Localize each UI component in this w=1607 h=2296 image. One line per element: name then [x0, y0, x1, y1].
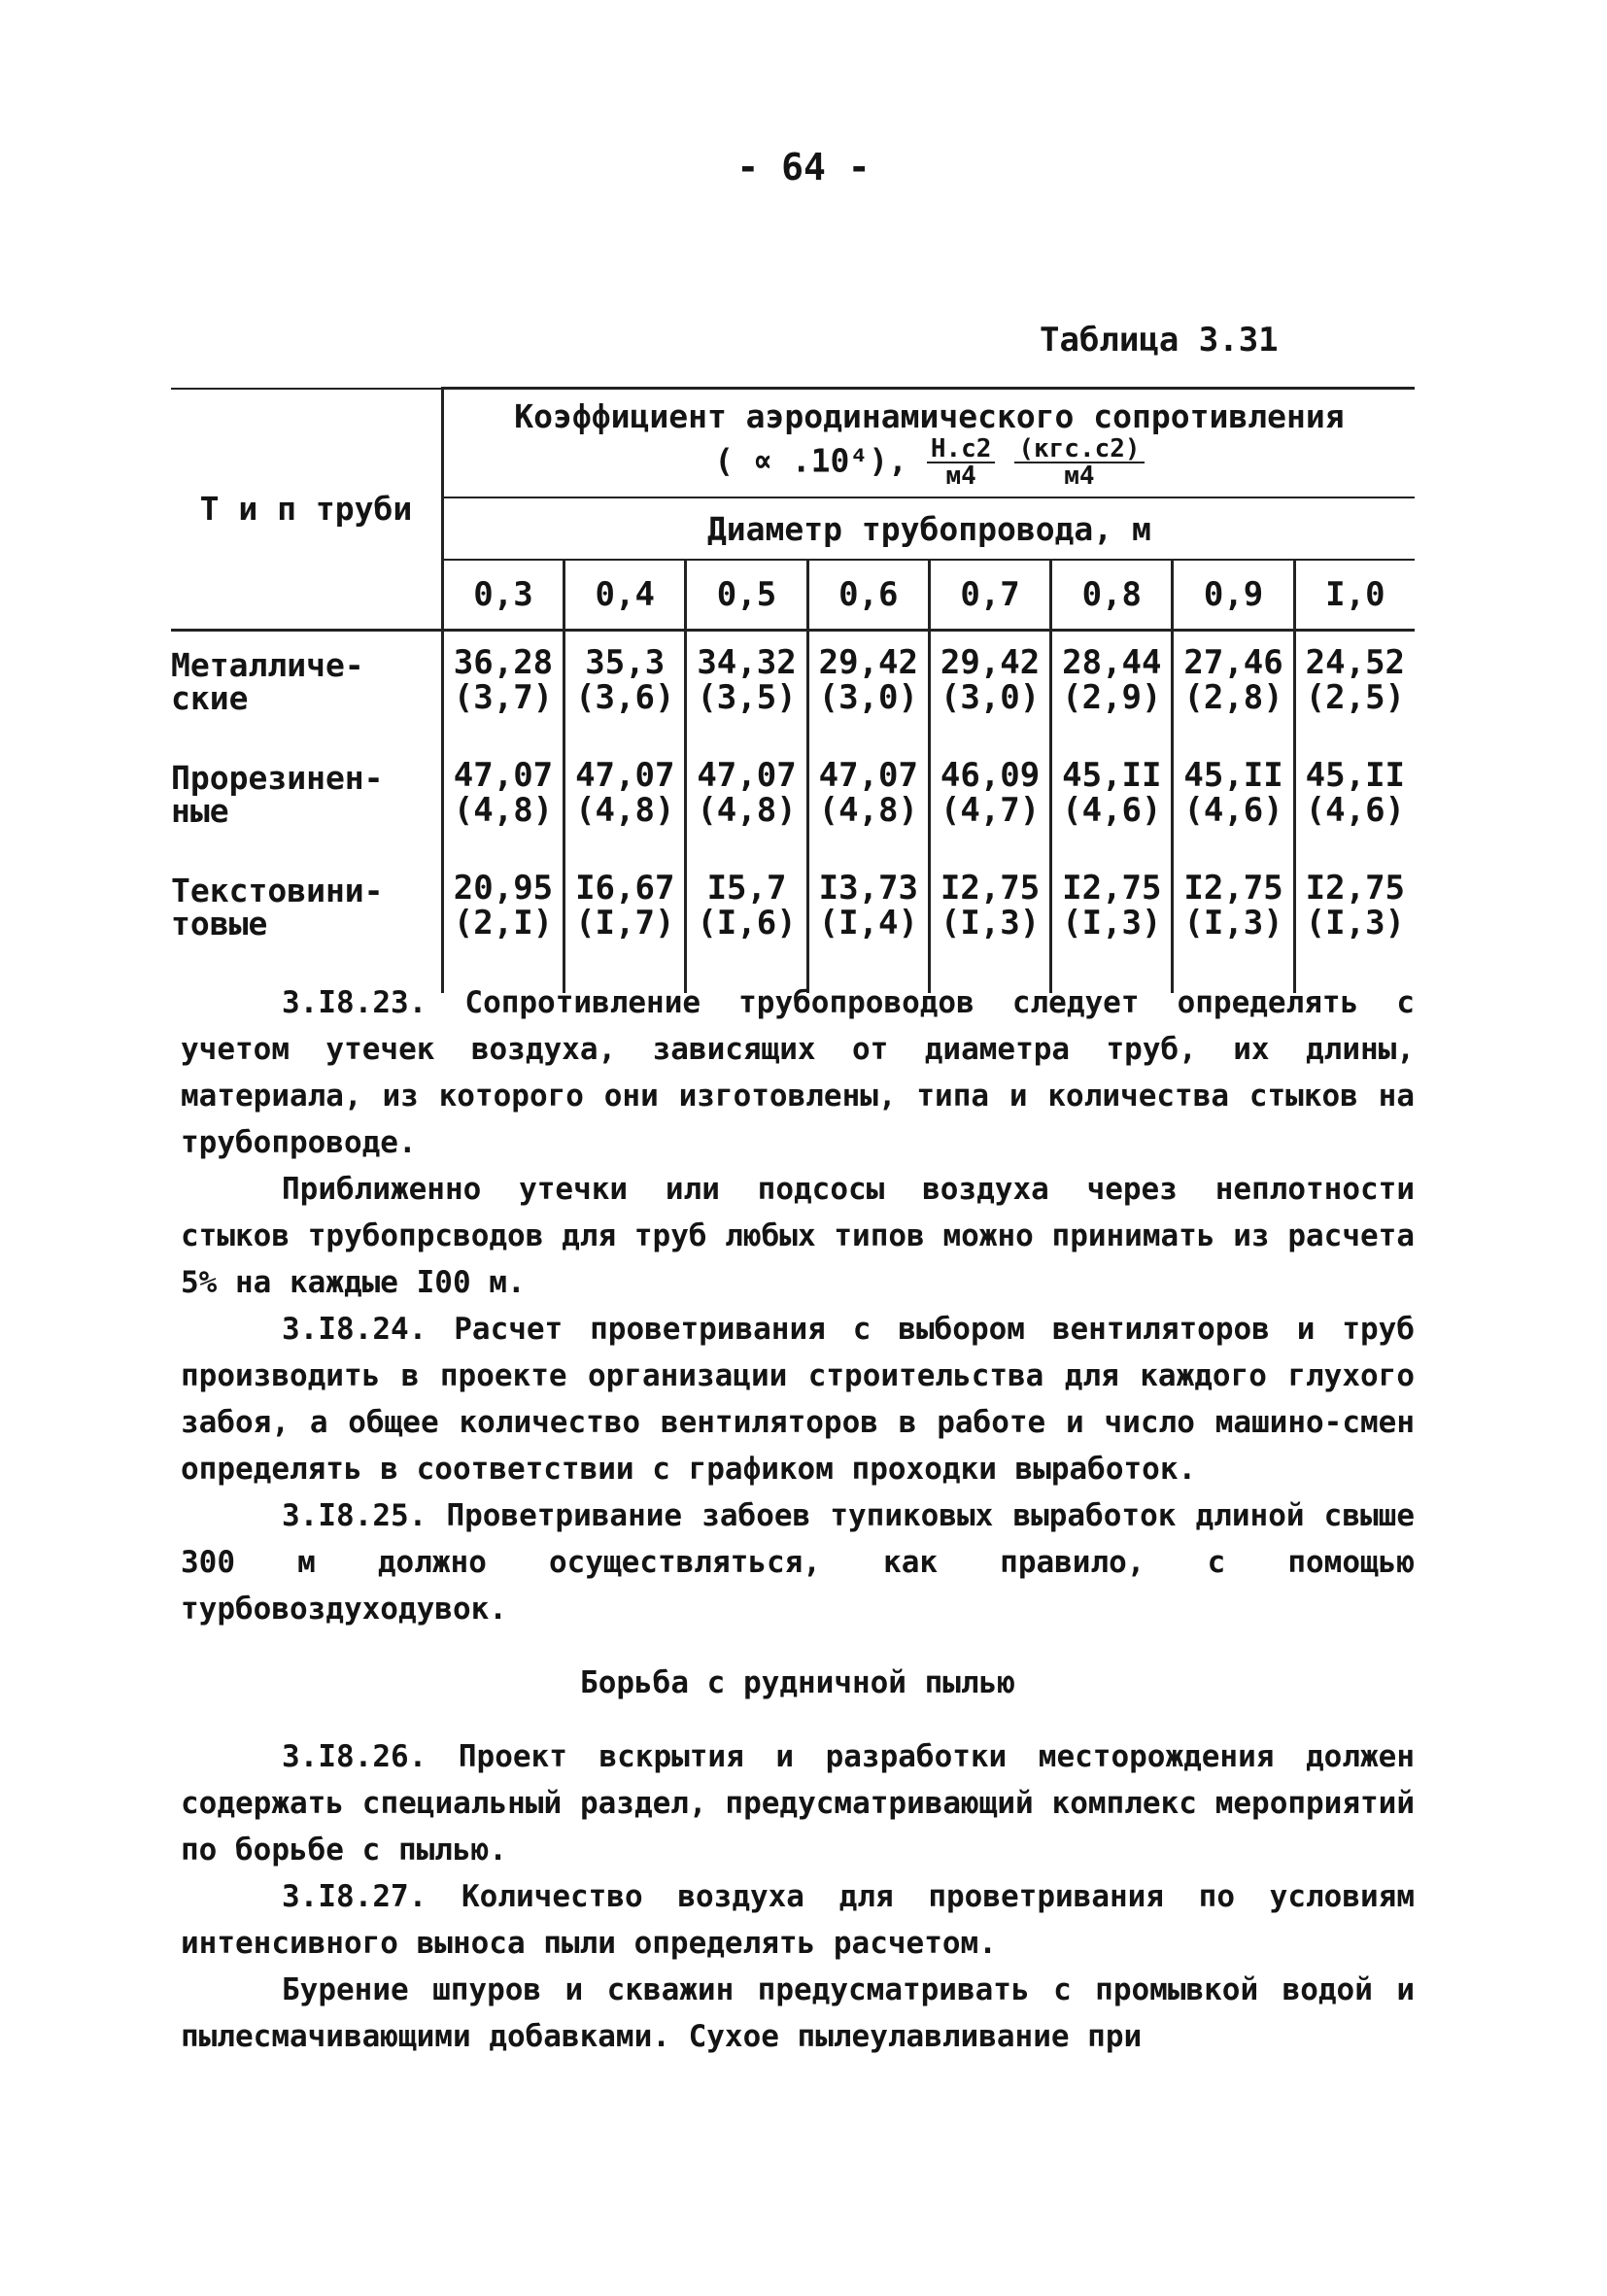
- value-kgf: (4,8): [818, 791, 918, 830]
- value-kgf: (4,7): [940, 791, 1041, 830]
- value-si: 47,07: [818, 756, 918, 795]
- value-kgf: (2,5): [1305, 678, 1406, 717]
- value-kgf: (2,8): [1183, 678, 1283, 717]
- body-text: [181, 979, 1415, 2060]
- table-row-rubberized: [171, 744, 1415, 857]
- value-si: 35,3: [585, 643, 666, 682]
- value-cell: [1294, 631, 1415, 745]
- value-si: 24,52: [1305, 643, 1406, 682]
- row-label: Металличе-ские: [171, 631, 442, 745]
- value-cell: [686, 631, 807, 745]
- value-cell: [442, 857, 564, 993]
- value-cell: [807, 744, 929, 857]
- diameter-cell: 0,8: [1051, 560, 1173, 631]
- unit-si-denominator: м4: [945, 462, 976, 491]
- coefficient-header-units: [444, 436, 1415, 489]
- value-kgf: (3,7): [453, 678, 554, 717]
- diameter-cell: 0,4: [564, 560, 686, 631]
- value-si: I2,75: [940, 869, 1041, 908]
- value-kgf: (4,8): [697, 791, 797, 830]
- value-kgf: (3,6): [575, 678, 675, 717]
- value-cell: [807, 631, 929, 745]
- value-si: 27,46: [1183, 643, 1283, 682]
- value-cell: [1294, 744, 1415, 857]
- value-cell: [1173, 744, 1294, 857]
- value-si: 46,09: [940, 756, 1041, 795]
- value-si: I3,73: [818, 869, 918, 908]
- value-si: 45,II: [1062, 756, 1162, 795]
- diameter-cell: 0,3: [442, 560, 564, 631]
- value-cell: [686, 744, 807, 857]
- value-si: 47,07: [575, 756, 675, 795]
- unit-kgf-fraction: [1014, 436, 1144, 489]
- value-cell: [929, 744, 1050, 857]
- value-si: I2,75: [1062, 869, 1162, 908]
- value-si: 34,32: [697, 643, 797, 682]
- value-cell: [564, 744, 686, 857]
- value-cell: [686, 857, 807, 993]
- value-kgf: (4,6): [1183, 791, 1283, 830]
- diameter-cell: 0,6: [807, 560, 929, 631]
- paragraph-3-18-24: 3.I8.24. Расчет проветривания с выбором вентиляторов и труб производить в проекте организации строительства для каждого глухого забоя, а общее количество вентиляторов в работе и число машино-смен определять в соответствии с графиком проходки выработок.: [181, 1312, 1415, 1487]
- unit-kgf-numerator: (кгс.с2): [1014, 436, 1144, 463]
- diameter-cell: 0,7: [929, 560, 1050, 631]
- value-kgf: (3,0): [818, 678, 918, 717]
- value-cell: [929, 631, 1050, 745]
- value-kgf: (I,3): [940, 904, 1041, 942]
- value-cell: [929, 857, 1050, 993]
- value-cell: [442, 631, 564, 745]
- value-cell: [1051, 631, 1173, 745]
- row-label: Текстовини-товые: [171, 857, 442, 993]
- unit-si-fraction: [927, 436, 996, 489]
- paragraph-leakage: Приближенно утечки или подсосы воздуха через неплотности стыков трубопрсводов для труб любых типов можно принимать из расчета 5% на каждые I00 м.: [181, 1172, 1415, 1300]
- value-kgf: (2,I): [453, 904, 554, 942]
- value-si: 36,28: [453, 643, 554, 682]
- value-cell: [1294, 857, 1415, 993]
- value-kgf: (4,8): [575, 791, 675, 830]
- value-kgf: (4,8): [453, 791, 554, 830]
- value-kgf: (4,6): [1062, 791, 1162, 830]
- value-cell: [442, 744, 564, 857]
- value-kgf: (3,0): [940, 678, 1041, 717]
- value-kgf: (I,4): [818, 904, 918, 942]
- paragraph-3-18-25: 3.I8.25. Проветривание забоев тупиковых выработок длиной свыше 300 м должно осуществляться, как правило, с помощью турбовоздуходувок.: [181, 1498, 1415, 1627]
- value-cell: [1051, 857, 1173, 993]
- value-si: 29,42: [940, 643, 1041, 682]
- table-caption: Таблица 3.31: [1040, 321, 1279, 360]
- value-kgf: (4,6): [1305, 791, 1406, 830]
- value-kgf: (I,7): [575, 904, 675, 942]
- value-si: 29,42: [818, 643, 918, 682]
- value-cell: [564, 631, 686, 745]
- section-title: Борьба с рудничной пылью: [580, 1665, 1015, 1700]
- table-row-metal: [171, 631, 1415, 745]
- paragraph-3-18-26: 3.I8.26. Проект вскрытия и разработки месторождения должен содержать специальный раздел, предусматривающий комплекс мероприятий по борьбе с пылью.: [181, 1739, 1415, 1868]
- value-si: 45,II: [1305, 756, 1406, 795]
- coefficient-symbol: ( ∝ .10⁴),: [714, 441, 907, 480]
- value-si: 45,II: [1183, 756, 1283, 795]
- table-row-textovinite: [171, 857, 1415, 993]
- value-si: 20,95: [453, 869, 554, 908]
- value-kgf: (I,3): [1062, 904, 1162, 942]
- unit-si-numerator: Н.с2: [927, 436, 996, 463]
- value-si: 47,07: [697, 756, 797, 795]
- coefficient-header: [442, 389, 1415, 498]
- value-kgf: (I,6): [697, 904, 797, 942]
- paragraph-3-18-23: 3.I8.23. Сопротивление трубопроводов следует определять с учетом утечек воздуха, зависящих от диаметра труб, их длины, материала, из которого они изготовлены, типа и количества стыков на трубопроводе.: [181, 985, 1415, 1160]
- value-cell: [564, 857, 686, 993]
- value-kgf: (I,3): [1305, 904, 1406, 942]
- value-si: I6,67: [575, 869, 675, 908]
- value-si: I2,75: [1305, 869, 1406, 908]
- paragraph-3-18-27: 3.I8.27. Количество воздуха для проветривания по условиям интенсивного выноса пыли определять расчетом.: [181, 1879, 1415, 1961]
- paragraph-drilling: Бурение шпуров и скважин предусматривать с промывкой водой и пылесмачивающими добавками. Сухое пылеулавливание при: [181, 1972, 1415, 2054]
- row-label: Прорезинен-ные: [171, 744, 442, 857]
- value-si: 47,07: [453, 756, 554, 795]
- value-kgf: (2,9): [1062, 678, 1162, 717]
- value-si: 28,44: [1062, 643, 1162, 682]
- value-kgf: (3,5): [697, 678, 797, 717]
- value-si: I5,7: [706, 869, 787, 908]
- value-cell: [807, 857, 929, 993]
- diameter-header: Диаметр трубопровода, м: [442, 497, 1415, 560]
- coefficient-header-title: Коэффициент аэродинамического сопротивления: [514, 397, 1345, 435]
- value-si: I2,75: [1183, 869, 1283, 908]
- value-cell: [1051, 744, 1173, 857]
- diameter-cell: 0,9: [1173, 560, 1294, 631]
- diameter-cell: 0,5: [686, 560, 807, 631]
- pipe-type-header: Т и п труби: [171, 389, 442, 631]
- diameter-cell: I,0: [1294, 560, 1415, 631]
- value-kgf: (I,3): [1183, 904, 1283, 942]
- value-cell: [1173, 857, 1294, 993]
- value-cell: [1173, 631, 1294, 745]
- resistance-table: [171, 387, 1415, 993]
- unit-kgf-denominator: м4: [1064, 462, 1095, 491]
- page-number: - 64 -: [736, 146, 871, 188]
